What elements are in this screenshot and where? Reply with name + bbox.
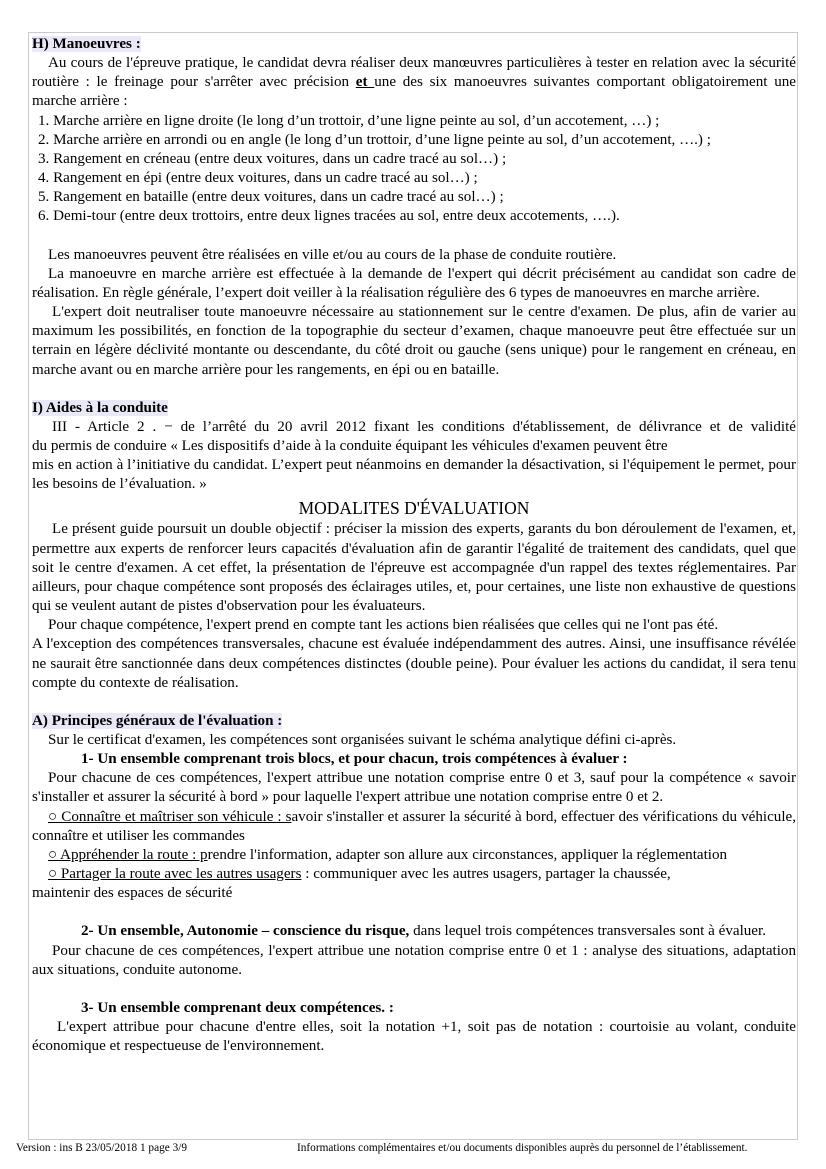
paragraph: A l'exception des compétences transversales, chacune est évaluée indépendamment des autres. Ainsi, une insuffisance révélée ne saurait être sanctionnée dans deux compétences distinctes (double peine). Pour évaluer les actions du candidat, il sera tenu compte du contexte de réalisation.	[32, 636, 796, 691]
paragraph: mis en action à l’initiative du candidat. L’expert peut néanmoins en demander la désactivation, si l'équipement le permet, pour les besoins de l’évaluation. »	[32, 457, 796, 493]
subheading: 2- Un ensemble, Autonomie – conscience du risque, dans lequel trois compétences transversales sont à évaluer.	[81, 923, 766, 940]
section-title-modalites: MODALITES D'ÉVALUATION	[298, 498, 530, 519]
list-item: 6. Demi-tour (entre deux trottoirs, entre deux lignes tracées au sol, entre deux accotements, ….).	[38, 208, 620, 225]
paragraph: Le présent guide poursuit un double objectif : préciser la mission des experts, garants du bon déroulement de l'examen, et, permettre aux experts de renforcer leurs capacités d'évaluation afin de garantir l'égalité de traitement des candidats, quel que soit le centre d'examen. A cet effet, la présentation de l'épreuve est accompagnée d'un rappel des textes réglementaires. Par ailleurs, pour chaque compétence sont proposés des éclairages utiles, et, pour certaines, une liste non exhaustive de questions qui se veulent autant de pistes d'observation pour les évaluateurs.	[32, 521, 796, 615]
list-item: 5. Rangement en bataille (entre deux voitures, dans un cadre tracé au sol…) ;	[38, 189, 504, 206]
bullet-item: ○ Partager la route avec les autres usagers : communiquer avec les autres usagers, partager la chaussée,	[48, 866, 671, 883]
document-body	[32, 35, 796, 1056]
manoeuvre-list	[32, 112, 796, 227]
paragraph: Pour chacune de ces compétences, l'expert attribue une notation comprise entre 0 et 3, sauf pour la compétence « savoir s'installer et assurer la sécurité à bord » pour laquelle l'expert attribue une notation comprise entre 0 et 2.	[32, 770, 796, 806]
paragraph: Sur le certificat d'examen, les compétences sont organisées suivant le schéma analytique défini ci-après.	[48, 732, 677, 748]
section-i-heading: I) Aides à la conduite	[32, 399, 168, 416]
paragraph: Pour chaque compétence, l'expert prend en compte tant les actions bien réalisées que celles qui ne l'ont pas été.	[48, 617, 719, 634]
section-a-heading: A) Principes généraux de l'évaluation :	[32, 712, 283, 729]
paragraph: L'expert attribue pour chacune d'entre elles, soit la notation +1, soit pas de notation : courtoisie au volant, conduite économique et respectueuse de l'environnement.	[32, 1019, 796, 1055]
section-h-intro: Au cours de l'épreuve pratique, le candidat devra réaliser deux manœuvres particulières à tester en relation avec la sécurité routière : le freinage pour s'arrêter avec précision et une des six manoeuvres suivantes comportant obligatoirement une marche arrière :	[32, 55, 796, 110]
subheading: 3- Un ensemble comprenant deux compétences. :	[81, 999, 394, 1016]
footer-info: Informations complémentaires et/ou documents disponibles auprès du personnel de l’établissement.	[297, 1142, 748, 1154]
list-item: 1. Marche arrière en ligne droite (le long d’un trottoir, d’une ligne peinte au sol, d’un accotement, …) ;	[38, 112, 660, 129]
footer-version: Version : ins B 23/05/2018 1 page 3/9	[16, 1142, 188, 1154]
list-item: 2. Marche arrière en arrondi ou en angle (le long d’un trottoir, d’une ligne peinte au sol, d’un accotement, ….) ;	[38, 131, 711, 148]
paragraph: Les manoeuvres peuvent être réalisées en ville et/ou au cours de la phase de conduite routière.	[48, 246, 617, 263]
bullet-item-continuation: maintenir des espaces de sécurité	[32, 885, 233, 902]
paragraph: III - Article 2 . − de l’arrêté du 20 avril 2012 fixant les conditions d'établissement, de délivrance et de validité	[52, 418, 796, 435]
section-h-heading: H) Manoeuvres :	[32, 36, 141, 52]
paragraph: du permis de conduire « Les dispositifs d’aide à la conduite équipant les véhicules d'examen peuvent être	[32, 437, 668, 454]
paragraph: La manoeuvre en marche arrière est effectuée à la demande de l'expert qui décrit précisément au candidat son cadre de réalisation. En règle générale, l’expert doit veiller à la réalisation régulière des 6 types de manoeuvres en marche arrière.	[32, 265, 796, 301]
paragraph: L'expert doit neutraliser toute manoeuvre nécessaire au stationnement sur le centre d'examen. De plus, afin de varier au maximum les possibilités, en fonction de la topographie du secteur d’examen, chaque manoeuvre peut être effectuée sur un terrain en légère déclivité montante ou descendante, du côté droit ou gauche (sens unique) pour le rangement en créneau, en marche avant ou en marche arrière pour les rangements, en épi ou en bataille.	[32, 304, 796, 378]
bullet-item: ○ Connaître et maîtriser son véhicule : savoir s'installer et assurer la sécurité à bord, effectuer des vérifications du véhicule, connaître et utiliser les commandes	[32, 808, 796, 844]
bullet-item: ○ Appréhender la route : prendre l'information, adapter son allure aux circonstances, appliquer la réglementation	[48, 846, 728, 863]
subheading: 1- Un ensemble comprenant trois blocs, et pour chacun, trois compétences à évaluer :	[81, 751, 628, 768]
paragraph: Pour chacune de ces compétences, l'expert attribue une notation comprise entre 0 et 1 : analyse des situations, adaptation aux situations, conduite autonome.	[32, 942, 796, 978]
list-item: 4. Rangement en épi (entre deux voitures, dans un cadre tracé au sol…) ;	[38, 170, 478, 187]
list-item: 3. Rangement en créneau (entre deux voitures, dans un cadre tracé au sol…) ;	[38, 150, 507, 167]
